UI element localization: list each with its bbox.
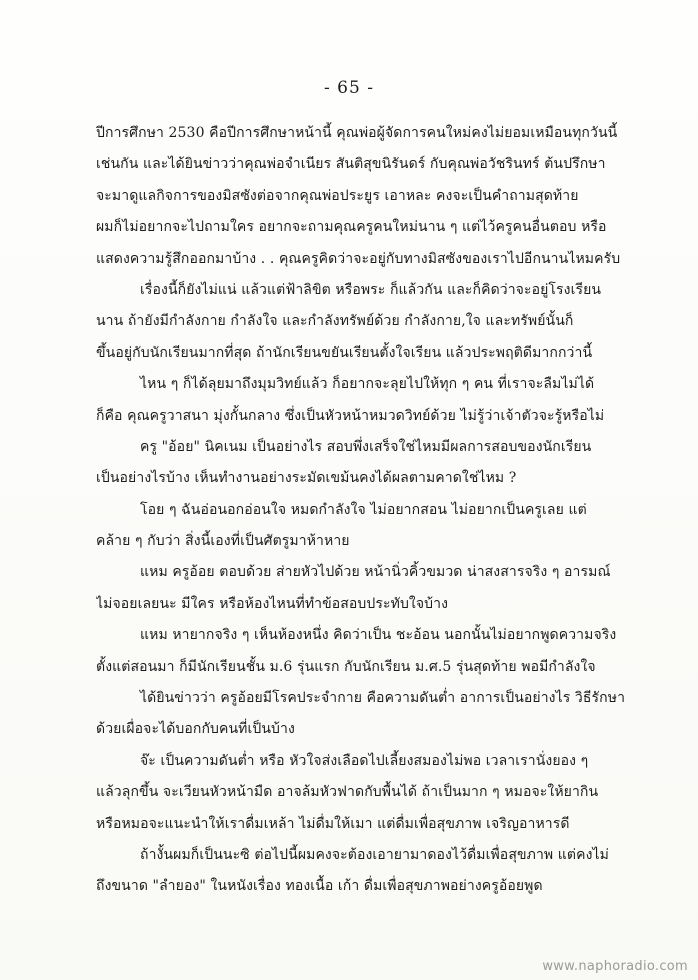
text-line: ถ้างั้นผมก็เป็นนะซิ ต่อไปนี้ผมคงจะต้องเอายามาดองไว้ดื่มเพื่อสุขภาพ แต่คงไม่ <box>140 846 609 863</box>
text-line: โอย ๆ ฉันอ่อนอกอ่อนใจ หมดกำลังใจ ไม่อยากสอน ไม่อยากเป็นครูเลย แต่ <box>140 501 587 518</box>
text-line: เรื่องนี้ก็ยังไม่แน่ แล้วแต่ฟ้าลิขิต หรือพระ ก็แล้วกัน และก็คิดว่าจะอยู่โรงเรียน <box>140 281 602 298</box>
body-text <box>96 118 664 903</box>
text-line: คล้าย ๆ กับว่า สิ่งนี้เองที่เป็นศัตรูมาห้าหาย <box>96 533 350 550</box>
text-line: ไหน ๆ ก็ได้ลุยมาถึงมุมวิทย์แล้ว ก็อยากจะลุยไปให้ทุก ๆ คน ที่เราจะลืมไม่ได้ <box>140 376 595 393</box>
text-line: จะมาดูแลกิจการของมิสซังต่อจากคุณพ่อประยูร เอาหละ คงจะเป็นคำถามสุดท้าย <box>96 187 579 204</box>
text-line: ครู "อ้อย" นิคเนม เป็นอย่างไร สอบพึ่งเสร็จใช่ไหมมีผลการสอบของนักเรียน <box>140 438 592 455</box>
text-line: แหม หายากจริง ๆ เห็นห้องหนึ่ง คิดว่าเป็น ชะอ้อน นอกนั้นไม่อยากพูดความจริง <box>140 627 617 644</box>
text-line: ตั้งแต่สอนมา ก็มีนักเรียนชั้น ม.6 รุ่นแรก กับนักเรียน ม.ศ.5 รุ่นสุดท้าย พอมีกำลังใจ <box>96 658 596 675</box>
text-line: ก็คือ คุณครูวาสนา มุ่งกั้นกลาง ซึ่งเป็นหัวหน้าหมวดวิทย์ด้วย ไม่รู้ว่าเจ้าตัวจะรู้หรือไม่ <box>96 407 605 424</box>
text-line: แสดงความรู้สึกออกมาบ้าง . . คุณครูคิดว่าจะอยู่กับทางมิสซังของเราไปอีกนานไหมครับ <box>96 250 621 267</box>
text-line: เป็นอย่างไรบ้าง เห็นทำงานอย่างระมัดเขม้นคงได้ผลตามคาดใช่ไหม ? <box>96 470 517 487</box>
page-number: - 65 - <box>324 78 374 98</box>
text-line: ขึ้นอยู่กับนักเรียนมากที่สุด ถ้านักเรียนขยันเรียนตั้งใจเรียน แล้วประพฤติดีมากกว่านี้ <box>96 344 593 361</box>
text-line: ไม่จอยเลยนะ มีใคร หรือห้องไหนที่ทำข้อสอบประทับใจบ้าง <box>96 595 449 612</box>
text-line: ผมก็ไม่อยากจะไปถามใคร อยากจะถามคุณครูคนใหม่นาน ๆ แต่ไว้ครูคนอื่นตอบ หรือ <box>96 219 607 236</box>
text-line: หรือหมอจะแนะนำให้เราดื่มเหล้า ไม่ดื่มให้เมา แต่ดื่มเพื่อสุขภาพ เจริญอาหารดี <box>96 815 570 832</box>
text-line: จ๊ะ เป็นความดันต่ำ หรือ หัวใจส่งเลือดไปเลี้ยงสมองไม่พอ เวลาเรานั่งยอง ๆ <box>140 752 589 769</box>
text-line: ถึงขนาด "ลำยอง" ในหนังเรื่อง ทองเนื้อ เก้า ดื่มเพื่อสุขภาพอย่างครูอ้อยพูด <box>96 878 543 895</box>
text-line: แล้วลุกขึ้น จะเวียนหัวหน้ามืด อาจล้มหัวฟาดกับพื้นได้ ถ้าเป็นมาก ๆ หมอจะให้ยากิน <box>96 784 599 801</box>
text-line: เช่นกัน และได้ยินข่าวว่าคุณพ่อจำเนียร สันติสุขนิรันดร์ กับคุณพ่อวัชรินทร์ ต้นปรึกษา <box>96 156 606 173</box>
text-line: ได้ยินข่าวว่า ครูอ้อยมีโรคประจำกาย คือความดันต่ำ อาการเป็นอย่างไร วิธีรักษา <box>140 690 626 707</box>
text-line: ปีการศึกษา 2530 คือปีการศึกษาหน้านี้ คุณพ่อผู้จัดการคนใหม่คงไม่ยอมเหมือนทุกวันนี้ <box>96 125 618 141</box>
text-line: แหม ครูอ้อย ตอบด้วย ส่ายหัวไปด้วย หน้านิ่วคิ้วขมวด น่าสงสารจริง ๆ อารมณ์ <box>140 564 611 581</box>
watermark: www.naphoradio.com <box>542 959 688 974</box>
text-line: ด้วยเผื่อจะได้บอกกับคนที่เป็นบ้าง <box>96 721 295 738</box>
text-line: นาน ถ้ายังมีกำลังกาย กำลังใจ และกำลังทรัพย์ด้วย กำลังกาย,ใจ และทรัพย์นั้นก็ <box>96 313 574 330</box>
